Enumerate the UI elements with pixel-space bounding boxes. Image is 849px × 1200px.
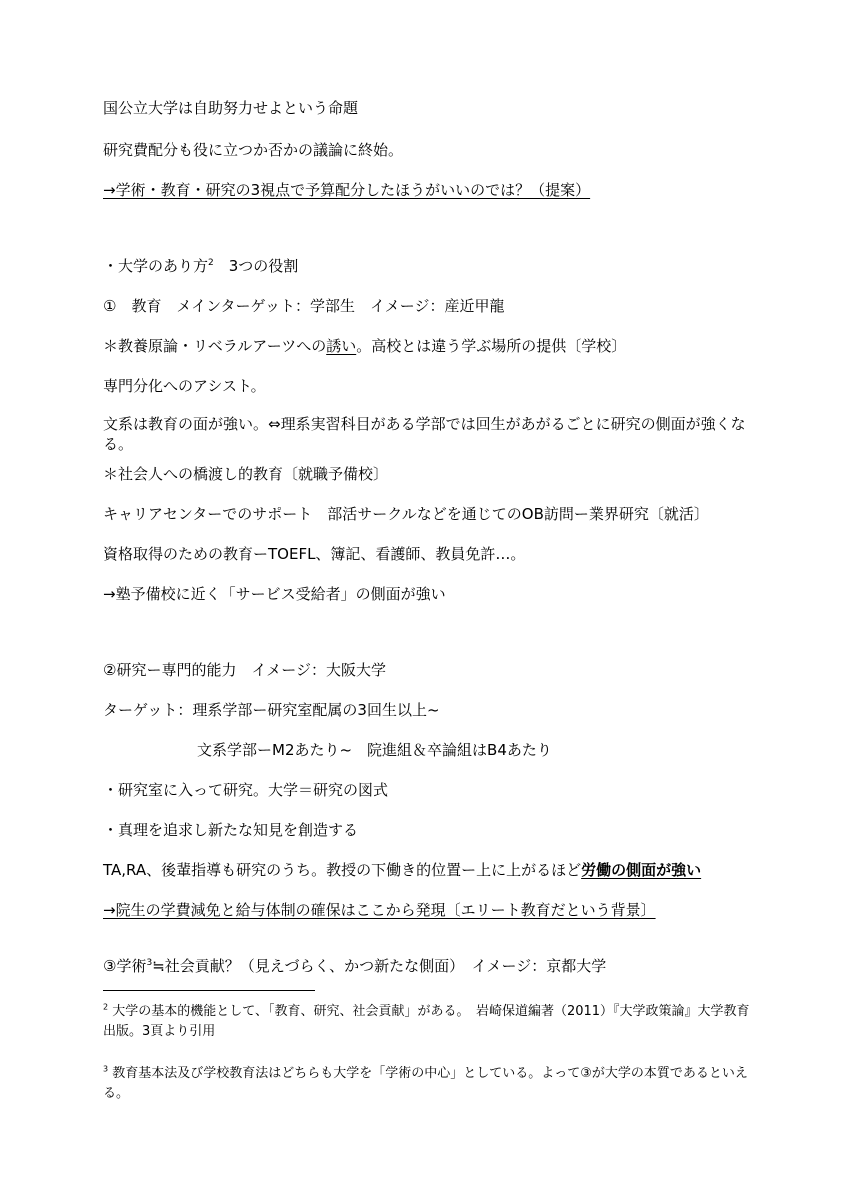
scholarship-post: ≒社会貢献？（見えづらく、かつ新たな側面） イメージ：京都大学	[152, 957, 607, 975]
heading-rest: 3つの役割	[213, 257, 299, 275]
text-line-humanities: 文系は教育の面が強い。⇔理系実習科目がある学部では回生があがるごとに研究の側面が強くなる。	[103, 415, 746, 453]
role-education-heading: ① 教育 メインターゲット：学部生 イメージ：産近甲龍	[103, 297, 505, 315]
text-line-1: 国公立大学は自助努力せよという命題	[103, 99, 359, 117]
proposal-line: →学術・教育・研究の3視点で予算配分したほうがいいのでは？（提案）	[103, 181, 591, 199]
footnote-2-text: 大学の基本的機能として、「教育、研究、社会貢献」がある。 岩崎保道編著（2011）『大学政策論』大学教育出版。3頁より引用	[103, 1004, 750, 1039]
heading-text: ・大学のあり方	[103, 257, 209, 275]
role-research-heading: ②研究ー専門的能力 イメージ：大阪大学	[103, 661, 386, 679]
footnote-3	[103, 1064, 753, 1104]
footnote-ref-3: 3	[146, 958, 153, 968]
text-line-tuition: →院生の学費減免と給与体制の確保はここから発現〔エリート教育だという背景〕	[103, 901, 656, 919]
text-line-career-bridge: ＊社会人への橋渡し的教育〔就職予備校〕	[103, 465, 389, 483]
section-heading-roles	[103, 256, 298, 276]
text-line-qualifications: 資格取得のための教育ーTOEFL、簿記、看護師、教員免許…。	[103, 545, 526, 563]
text-line-lab: ・研究室に入って研究。大学＝研究の図式	[103, 781, 389, 799]
text-line-liberal-arts	[103, 336, 626, 356]
text-line-truth: ・真理を追求し新たな知見を創造する	[103, 821, 359, 839]
footnote-separator	[103, 990, 315, 991]
liberal-arts-pre: ＊教養原論・リベラルアーツへの	[103, 337, 327, 355]
text-line-target: ターゲット：理系学部ー研究室配属の3回生以上~	[103, 701, 440, 719]
text-line-service: →塾予備校に近く「サービス受給者」の側面が強い	[103, 585, 446, 603]
footnote-ref-2: 2	[208, 258, 214, 268]
text-line-career-center: キャリアセンターでのサポート 部活サークルなどを通じてのOB訪問ー業界研究〔就活〕	[103, 505, 709, 523]
ta-ra-pre: TA,RA、後輩指導も研究のうち。教授の下働き的位置ー上に上がるほど	[103, 861, 582, 879]
scholarship-pre: ③学術	[103, 957, 147, 975]
text-line-specialization: 専門分化へのアシスト。	[103, 377, 266, 395]
footnote-3-mark: 3	[103, 1064, 109, 1074]
liberal-arts-underlined: 誘い	[326, 337, 357, 355]
text-line-ta-ra	[103, 860, 701, 880]
liberal-arts-post: 。高校とは違う学ぶ場所の提供〔学校〕	[356, 337, 627, 355]
footnote-2	[103, 1002, 753, 1042]
role-scholarship-heading	[103, 956, 606, 976]
text-line-target-humanities: 文系学部ーM2あたり~ 院進組＆卒論組はB4あたり	[197, 741, 552, 759]
labor-aspect-emphasis: 労働の側面が強い	[581, 861, 702, 879]
footnote-2-mark: 2	[103, 1002, 109, 1012]
footnote-3-text: 教育基本法及び学校教育法はどちらも大学を「学術の中心」としている。よって③が大学の本質であるといえる。	[103, 1066, 748, 1101]
text-line-2: 研究費配分も役に立つか否かの議論に終始。	[103, 141, 404, 159]
